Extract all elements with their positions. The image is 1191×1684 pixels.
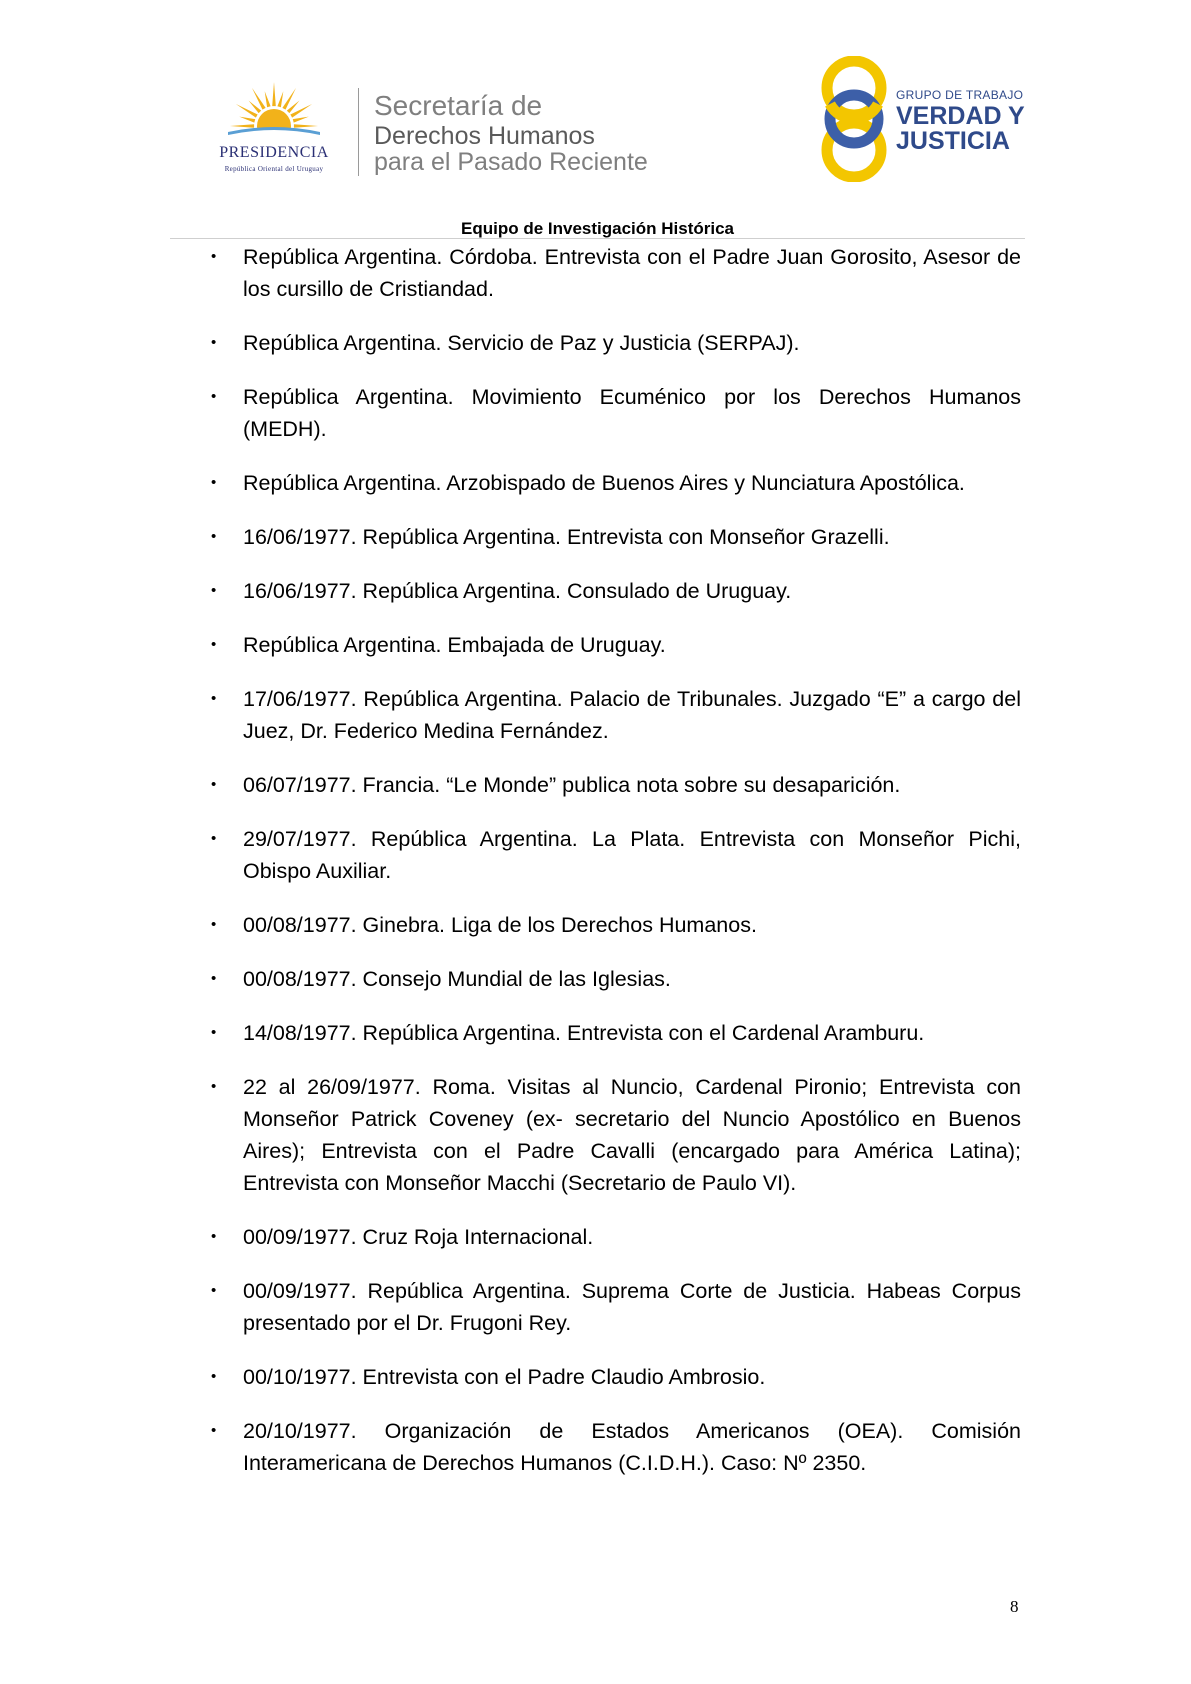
bullet-icon: • xyxy=(211,1422,217,1439)
list-item xyxy=(206,467,1021,499)
list-item-text: 00/10/1977. Entrevista con el Padre Claudio Ambrosio. xyxy=(243,1365,766,1389)
bullet-icon: • xyxy=(211,830,217,847)
list-item xyxy=(206,1071,1021,1199)
list-item-text: 00/09/1977. Cruz Roja Internacional. xyxy=(243,1225,594,1249)
presidencia-title: PRESIDENCIA xyxy=(219,144,329,161)
gtvj-line-3: JUSTICIA xyxy=(896,127,1010,155)
bullet-icon: • xyxy=(211,916,217,933)
list-item xyxy=(206,575,1021,607)
list-item-text: 00/09/1977. República Argentina. Suprema Corte de Justicia. Habeas Corpus presentado por el Dr. Frugoni Rey. xyxy=(243,1279,1021,1335)
list-item xyxy=(206,1017,1021,1049)
list-item xyxy=(206,629,1021,661)
secretaria-line-1: Secretaría de xyxy=(374,90,543,121)
list-item-text: República Argentina. Córdoba. Entrevista con el Padre Juan Gorosito, Asesor de los cursillo de Cristiandad. xyxy=(243,245,1021,301)
action-list xyxy=(206,241,1021,1501)
list-item-text: 16/06/1977. República Argentina. Consulado de Uruguay. xyxy=(243,579,792,603)
list-item-text: República Argentina. Movimiento Ecuménico por los Derechos Humanos (MEDH). xyxy=(243,385,1021,441)
interlocked-rings-icon xyxy=(816,56,892,182)
gtvj-line-1: GRUPO DE TRABAJO xyxy=(896,88,1024,102)
header-rule xyxy=(170,238,1025,239)
gtvj-line-2: VERDAD Y xyxy=(896,102,1025,130)
list-item-text: 06/07/1977. Francia. “Le Monde” publica nota sobre su desaparición. xyxy=(243,773,901,797)
presidencia-logo xyxy=(196,82,352,178)
bullet-icon: • xyxy=(211,1024,217,1041)
list-item xyxy=(206,909,1021,941)
sun-emblem-icon xyxy=(214,82,334,144)
list-item-text: República Argentina. Arzobispado de Buenos Aires y Nunciatura Apostólica. xyxy=(243,471,965,495)
bullet-icon: • xyxy=(211,690,217,707)
bullet-icon: • xyxy=(211,970,217,987)
list-item-text: República Argentina. Embajada de Uruguay. xyxy=(243,633,666,657)
list-item-text: 16/06/1977. República Argentina. Entrevista con Monseñor Grazelli. xyxy=(243,525,890,549)
bullet-icon: • xyxy=(211,1078,217,1095)
list-item xyxy=(206,823,1021,887)
list-item xyxy=(206,1221,1021,1253)
list-item-text: 20/10/1977. Organización de Estados Americanos (OEA). Comisión Interamericana de Derechos Humanos (C.I.D.H.). Caso: Nº 2350. xyxy=(243,1419,1021,1475)
bullet-icon: • xyxy=(211,1282,217,1299)
list-item xyxy=(206,381,1021,445)
list-item xyxy=(206,683,1021,747)
list-item-text: 14/08/1977. República Argentina. Entrevista con el Cardenal Aramburu. xyxy=(243,1021,925,1045)
team-title: Equipo de Investigación Histórica xyxy=(461,219,734,238)
bullet-icon: • xyxy=(211,474,217,491)
list-item xyxy=(206,1275,1021,1339)
bullet-icon: • xyxy=(211,1228,217,1245)
bullet-icon: • xyxy=(211,1368,217,1385)
bullet-icon: • xyxy=(211,248,217,265)
list-item xyxy=(206,1361,1021,1393)
list-item xyxy=(206,1415,1021,1479)
verdad-justicia-logo xyxy=(816,56,1036,182)
list-item xyxy=(206,521,1021,553)
list-item xyxy=(206,327,1021,359)
bullet-icon: • xyxy=(211,334,217,351)
bullet-icon: • xyxy=(211,776,217,793)
secretaria-line-2: Derechos Humanos xyxy=(374,122,595,150)
list-item xyxy=(206,769,1021,801)
header-divider xyxy=(358,88,359,176)
page-number: 8 xyxy=(1010,1597,1019,1616)
bullet-icon: • xyxy=(211,582,217,599)
presidencia-subtitle: República Oriental del Uruguay xyxy=(224,165,324,173)
secretaria-line-3: para el Pasado Reciente xyxy=(374,148,648,176)
list-item-text: 00/08/1977. Consejo Mundial de las Iglesias. xyxy=(243,967,671,991)
list-item xyxy=(206,241,1021,305)
list-item-text: 29/07/1977. República Argentina. La Plata. Entrevista con Monseñor Pichi, Obispo Auxiliar. xyxy=(243,827,1021,883)
list-item-text: República Argentina. Servicio de Paz y Justicia (SERPAJ). xyxy=(243,331,800,355)
bullet-icon: • xyxy=(211,388,217,405)
list-item-text: 22 al 26/09/1977. Roma. Visitas al Nuncio, Cardenal Pironio; Entrevista con Monseñor Patrick Coveney (ex- secretario del Nuncio Apostólico en Buenos Aires); Entrevista con el Padre Cavalli (encargado para América Latina); Entrevista con Monseñor Macchi (Secretario de Paulo VI). xyxy=(243,1075,1021,1195)
bullet-icon: • xyxy=(211,636,217,653)
bullet-icon: • xyxy=(211,528,217,545)
list-item-text: 00/08/1977. Ginebra. Liga de los Derechos Humanos. xyxy=(243,913,757,937)
list-item-text: 17/06/1977. República Argentina. Palacio de Tribunales. Juzgado “E” a cargo del Juez, Dr. Federico Medina Fernández. xyxy=(243,687,1021,743)
list-item xyxy=(206,963,1021,995)
